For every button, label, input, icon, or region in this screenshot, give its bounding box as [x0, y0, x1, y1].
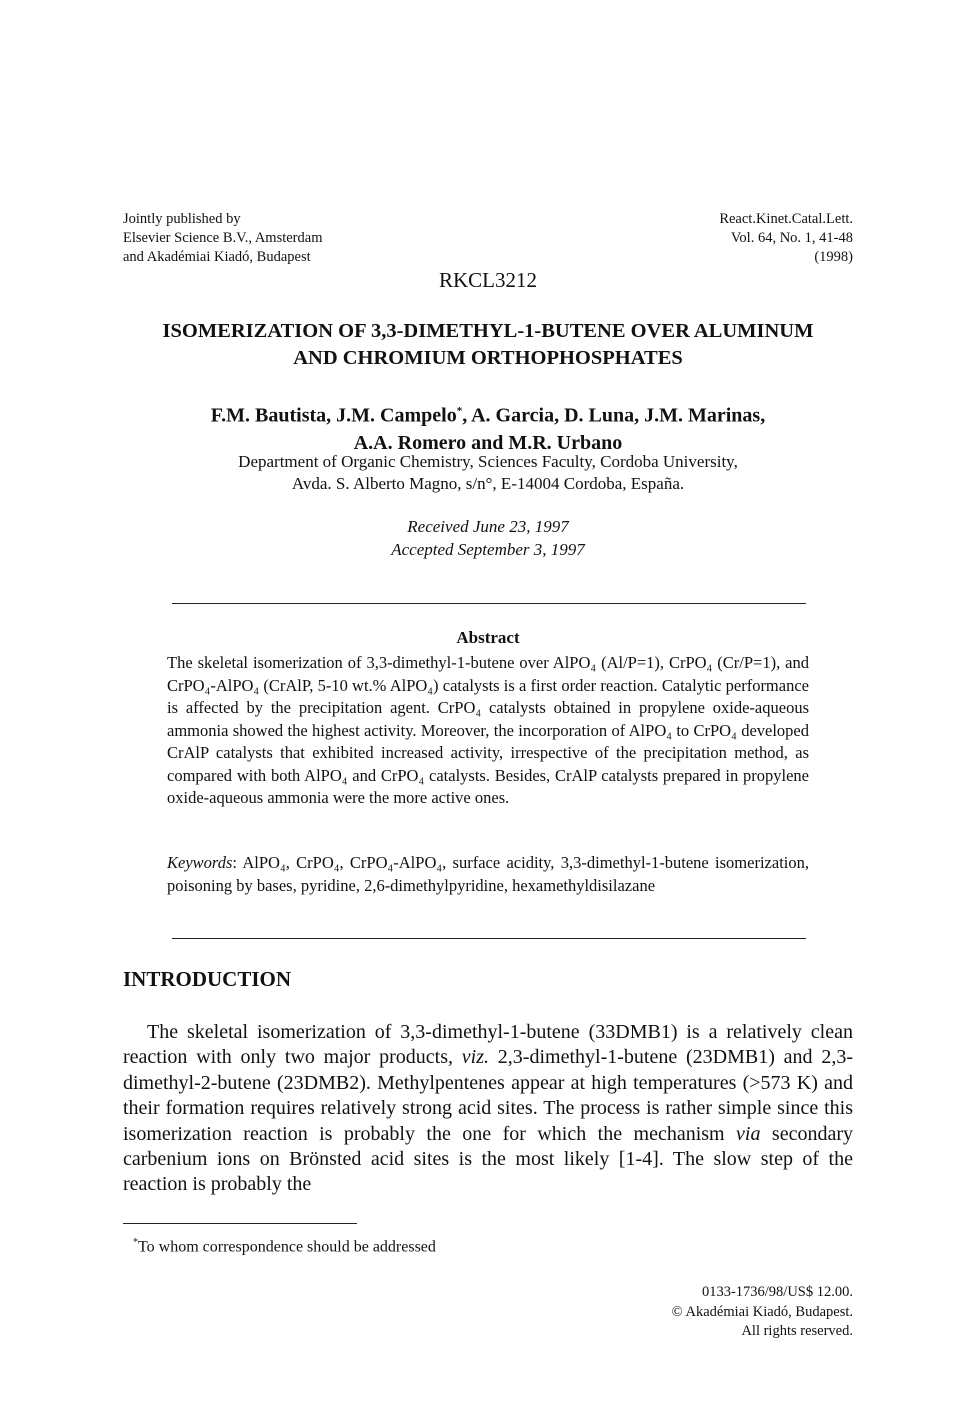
- accepted-date: Accepted September 3, 1997: [391, 540, 585, 559]
- footnote-rule: [123, 1223, 357, 1224]
- authors-part-a: F.M. Bautista, J.M. Campelo: [210, 404, 457, 427]
- journal-name: React.Kinet.Catal.Lett.: [719, 211, 853, 227]
- dates: [100, 515, 876, 561]
- keywords-label: Keywords: [167, 853, 233, 872]
- copyright-line-1: 0133-1736/98/US$ 12.00.: [701, 1284, 853, 1300]
- paper-title: [100, 318, 876, 372]
- footnote-mark: *: [133, 1237, 138, 1248]
- intro-text-1: The skeletal isomerization of 3,3-dimethyl-1-butene (33DMB1) is a relatively clean reaction with only two major products,: [123, 1021, 853, 1069]
- affiliation: [100, 451, 876, 495]
- affiliation-line-2: Avda. S. Alberto Magno, s/n°, E-14004 Cordoba, España.: [291, 474, 685, 493]
- title-line-1: ISOMERIZATION OF 3,3-DIMETHYL-1-BUTENE OVER ALUMINUM: [162, 320, 814, 342]
- copyright-block: [560, 1283, 853, 1342]
- journal-info: [600, 210, 853, 267]
- journal-year: (1998): [814, 249, 853, 265]
- received-date: Received June 23, 1997: [407, 517, 569, 536]
- abstract-top-rule: [172, 603, 806, 604]
- publisher-line-3: and Akadémiai Kiadó, Budapest: [123, 249, 311, 265]
- author-list: [100, 398, 876, 457]
- abstract-text: The skeletal isomerization of 3,3-dimethyl-1-butene over AlPO₄ (Al/P=1), CrPO₄ (Cr/P=1), and CrPO₄-AlPO₄ (CrAlP, 5-10 wt.% AlPO₄) catalysts is a first order reaction. Catalytic performance is affected by the precipitation agent. CrPO₄ catalysts obtained in propylene oxide-aqueous ammonia showed the highest activity. Moreover, the incorporation of AlPO₄ to CrPO₄ developed CrAlP catalysts that exhibited increased activity, irrespective of the precipitation method, as compared with both AlPO₄ and CrPO₄ catalysts. Besides, CrAlP catalysts prepared in propylene oxide-aqueous ammonia were the more active ones.: [167, 653, 809, 807]
- copyright-line-2: © Akadémiai Kiadó, Budapest.: [671, 1303, 853, 1320]
- footnote: [133, 1237, 436, 1256]
- authors-part-b: , A. Garcia, D. Luna, J.M. Marinas,: [462, 404, 766, 427]
- intro-viz: viz.: [461, 1046, 490, 1069]
- authors-line-1: [100, 398, 876, 430]
- introduction-heading: INTRODUCTION: [123, 967, 292, 991]
- article-code: RKCL3212: [438, 268, 537, 292]
- affiliation-line-1: Department of Organic Chemistry, Sciences Faculty, Cordoba University,: [238, 452, 738, 471]
- publisher-info: [123, 210, 453, 267]
- copyright-line-3: All rights reserved.: [741, 1323, 853, 1339]
- abstract-bottom-rule: [172, 938, 806, 939]
- footnote-text: To whom correspondence should be addressed: [138, 1238, 436, 1256]
- intro-text-3: secondary carbenium ions on Brönsted acid sites is the most likely [1-4]. The slow step of the reaction is probably the: [123, 1122, 853, 1196]
- authors-line-2: A.A. Romero and M.R. Urbano: [353, 431, 623, 454]
- publisher-line-2: Elsevier Science B.V., Amsterdam: [123, 230, 323, 246]
- corresponding-mark: *: [456, 405, 463, 417]
- intro-text-2: 2,3-dimethyl-1-butene (23DMB1) and 2,3-dimethyl-2-butene (23DMB2). Methylpentenes appear at high temperatures (>573 K) and their formation requires relatively strong acid sites. The process is rather simple since this isomerization reaction is probably the one for which the mechanism: [123, 1046, 853, 1145]
- keywords-text: : AlPO₄, CrPO₄, CrPO₄-AlPO₄, surface acidity, 3,3-dimethyl-1-butene isomerization, poisoning by bases, pyridine, 2,6-dimethylpyridine, hexamethyldisilazane: [167, 853, 809, 895]
- intro-via: via: [736, 1122, 761, 1145]
- introduction-paragraph: [123, 1020, 853, 1198]
- publisher-line-1: Jointly published by: [123, 211, 241, 227]
- abstract-heading: Abstract: [456, 628, 520, 647]
- keywords: [167, 852, 809, 897]
- journal-volume: Vol. 64, No. 1, 41-48: [730, 230, 853, 246]
- title-line-2: AND CHROMIUM ORTHOPHOSPHATES: [293, 347, 683, 369]
